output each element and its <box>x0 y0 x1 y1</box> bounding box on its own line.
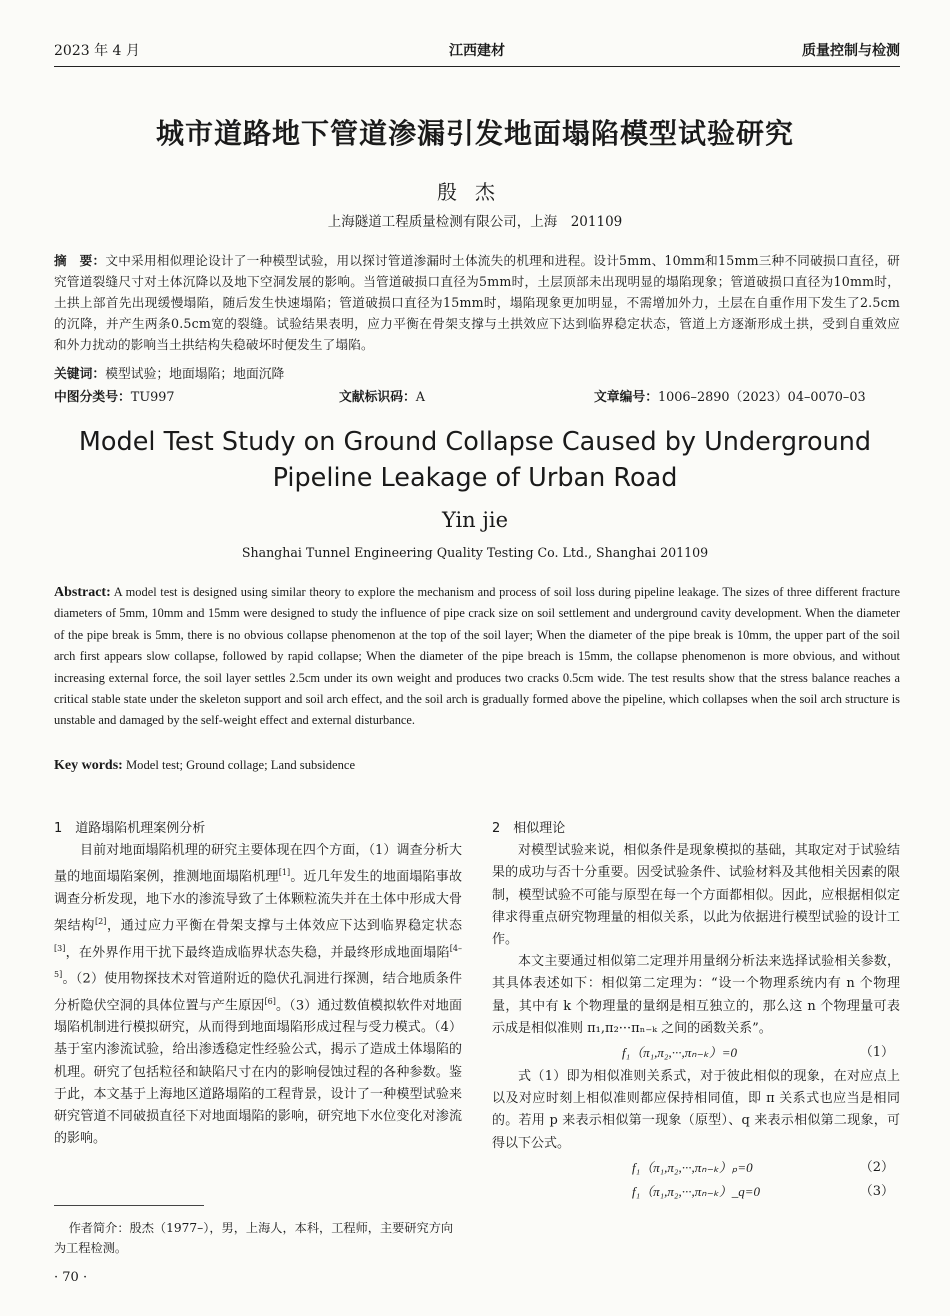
citation-1[interactable]: [1] <box>278 868 291 878</box>
journal-name: 江西建材 <box>449 43 505 59</box>
author-bio-footnote: 作者简介：殷杰（1977–），男，上海人，本科，工程师，主要研究方向为工程检测。 <box>54 1221 454 1255</box>
section-2-paragraph-3: 式（1）即为相似准则关系式，对于彼此相似的现象，在对应点上以及对应时刻上相似准则都应保持相同值，即 π 关系式也应当是相同的。若用 p 来表示相似第一现象（原型）、q 来表示相似第二现象，可得以下公式。 <box>492 1069 900 1151</box>
citation-2[interactable]: [2] <box>95 917 107 927</box>
equation-3 <box>492 1181 900 1203</box>
keywords-en-text: Model test; Ground collage; Land subsidence <box>125 758 356 772</box>
clc-number: 中图分类号：TU997 <box>54 390 175 405</box>
section-2-paragraph-2: 本文主要通过相似第二定理并用量纲分析法来选择试验相关参数，其具体表述如下：相似第二定理为：“设一个物理系统内有 n 个物理量，其中有 k 个物理量的量纲是相互独立的，那么这 n 个物理量可表示成是相似准则 π₁,π₂···πₙ₋ₖ 之间的函数关系”。 <box>492 954 900 1036</box>
equation-2-formula: f₁（π₁,π₂,···,πₙ₋ₖ）ₚ=0 <box>632 1159 753 1175</box>
keywords-cn <box>54 363 900 382</box>
equation-1-formula: f₁（π₁,π₂,···,πₙ₋ₖ）=0 <box>622 1045 738 1061</box>
citation-3[interactable]: [3] <box>54 943 66 953</box>
author-cn: 殷杰 <box>437 180 513 204</box>
equation-1 <box>492 1042 900 1064</box>
equation-2 <box>492 1157 900 1179</box>
keywords-cn-label: 关键词： <box>54 367 106 382</box>
page-number: · 70 · <box>54 1270 88 1285</box>
right-column <box>492 818 900 1205</box>
doc-code: 文献标识码：A <box>339 390 426 405</box>
keywords-en <box>54 758 900 774</box>
issue-date: 2023 年 4 月 <box>54 43 140 59</box>
header-rule <box>54 66 900 67</box>
abstract-cn-text: 文中采用相似理论设计了一种模型试验，用以探讨管道渗漏时土体流失的机理和进程。设计5mm、10mm和15mm三种不同破损口直径，研究管道裂缝尺寸对土体沉降以及地下空洞发展的影响。当管道破损口直径为5mm时，土层顶部未出现明显的塌陷现象；管道破损口直径为10mm时，土拱上部首先出现缓慢塌陷，随后发生快速塌陷；管道破损口直径为15mm时，塌陷现象更加明显，不需增加外力，土层在自重作用下发生了2.5cm的沉降，并产生两条0.5cm宽的裂缝。试验结果表明，应力平衡在骨架支撑与土拱效应下达到临界稳定状态，管道上方逐渐形成土拱，受到自重效应和外力扰动的影响当土拱结构失稳破坏时便发生了塌陷。 <box>54 253 900 352</box>
abstract-en-text: A model test is designed using similar theory to explore the mechanism and process of soil loss during pipeline leakage. The sizes of three different fracture diameters of 5mm, 10mm and 15mm were designed to study the influence of pipe crack size on soil settlement and underground cavity development. When the diameter of the pipe break is 5mm, there is no obvious collapse phenomenon at the top of the soil layer; When the diameter of the pipe break is 10mm, the upper part of the soil arch first appears slow collapse, followed by rapid collapse; When the diameter of the pipe breach is 15mm, the collapse phenomenon is more obvious, and without increasing external force, the soil layer settles 2.5cm under its own weight and produces two cracks 0.5cm wide. The test results show that the stress balance reaches a critical stable state under the skeleton support and soil arch effect, and the soil arch is gradually formed above the pipeline, which collapses when the soil arch structure is unstable and damaged by the self-weight effect and external disturbance. <box>54 585 901 728</box>
paper-title-en: Model Test Study on Ground Collapse Caused by Underground Pipeline Leakage of Urban Road <box>78 427 872 493</box>
affiliation-en: Shanghai Tunnel Engineering Quality Testing Co. Ltd., Shanghai 201109 <box>241 545 709 560</box>
equation-1-number: （1） <box>859 1045 894 1061</box>
section-2-paragraph-1: 对模型试验来说，相似条件是现象模拟的基础，其取定对于试验结果的成功与否十分重要。因受试验条件、试验材料及其他相关因素的限制，模型试验不可能与原型在每一个方面都相似。因此，应根据相似定律求得重点研究物理量的相似关系，以此为依据进行模型试验的设计工作。 <box>492 843 900 948</box>
footnote-rule <box>54 1205 204 1206</box>
section-1-heading: 1 道路塌陷机理案例分析 <box>54 821 206 836</box>
equation-3-number: （3） <box>859 1183 894 1199</box>
abstract-en <box>54 582 900 732</box>
left-column <box>54 818 462 1150</box>
author-en: Yin jie <box>441 508 509 532</box>
keywords-cn-text: 模型试验；地面塌陷；地面沉降 <box>105 367 285 382</box>
abstract-cn-label: 摘 要： <box>54 253 106 268</box>
article-number: 文章编号：1006–2890（2023）04–0070–03 <box>594 390 866 405</box>
affiliation-cn: 上海隧道工程质量检测有限公司，上海 201109 <box>327 214 623 230</box>
keywords-en-label: Key words: <box>54 758 123 773</box>
citation-4-5[interactable]: [4–5] <box>54 943 462 980</box>
section-name: 质量控制与检测 <box>802 43 900 59</box>
abstract-cn <box>54 250 900 355</box>
abstract-en-label: Abstract: <box>54 585 111 600</box>
article-meta <box>54 386 900 406</box>
equation-3-formula: f₁（π₁,π₂,···,πₙ₋ₖ）_q=0 <box>632 1183 761 1199</box>
running-header <box>54 40 900 66</box>
paper-title-cn: 城市道路地下管道渗漏引发地面塌陷模型试验研究 <box>155 117 794 150</box>
section-2-heading: 2 相似理论 <box>492 821 566 836</box>
section-1-paragraph: 目前对地面塌陷机理的研究主要体现在四个方面，（1）调查分析大量的地面塌陷案例，推测地面塌陷机理[1]。近几年发生的地面塌陷事故调查分析发现，地下水的渗流导致了土体颗粒流失并在土体中形成大骨架结构[2]，通过应力平衡在骨架支撑与土体效应下达到临界稳定状态[3]，在外界作用干扰下最终造成临界状态失稳，并最终形成地面塌陷[4–5]。（2）使用物探技术对管道附近的隐伏孔洞进行探测，结合地质条件分析隐伏空洞的具体位置与产生原因[6]。（3）通过数值模拟软件对地面塌陷机制进行模拟研究，从而得到地面塌陷形成过程与受力模式。（4）基于室内渗流试验，给出渗透稳定性经验公式，揭示了造成土体塌陷的机理。研究了包括粒径和缺陷尺寸在内的影响侵蚀过程的各种参数。鉴于此，本文基于上海地区道路塌陷的工程背景，设计了一种模型试验来研究管道不同破损直径下对地面塌陷的影响，研究地下水位变化对渗流的影响。 <box>54 843 462 1147</box>
citation-6[interactable]: [6] <box>264 996 276 1006</box>
equation-2-number: （2） <box>859 1159 894 1175</box>
